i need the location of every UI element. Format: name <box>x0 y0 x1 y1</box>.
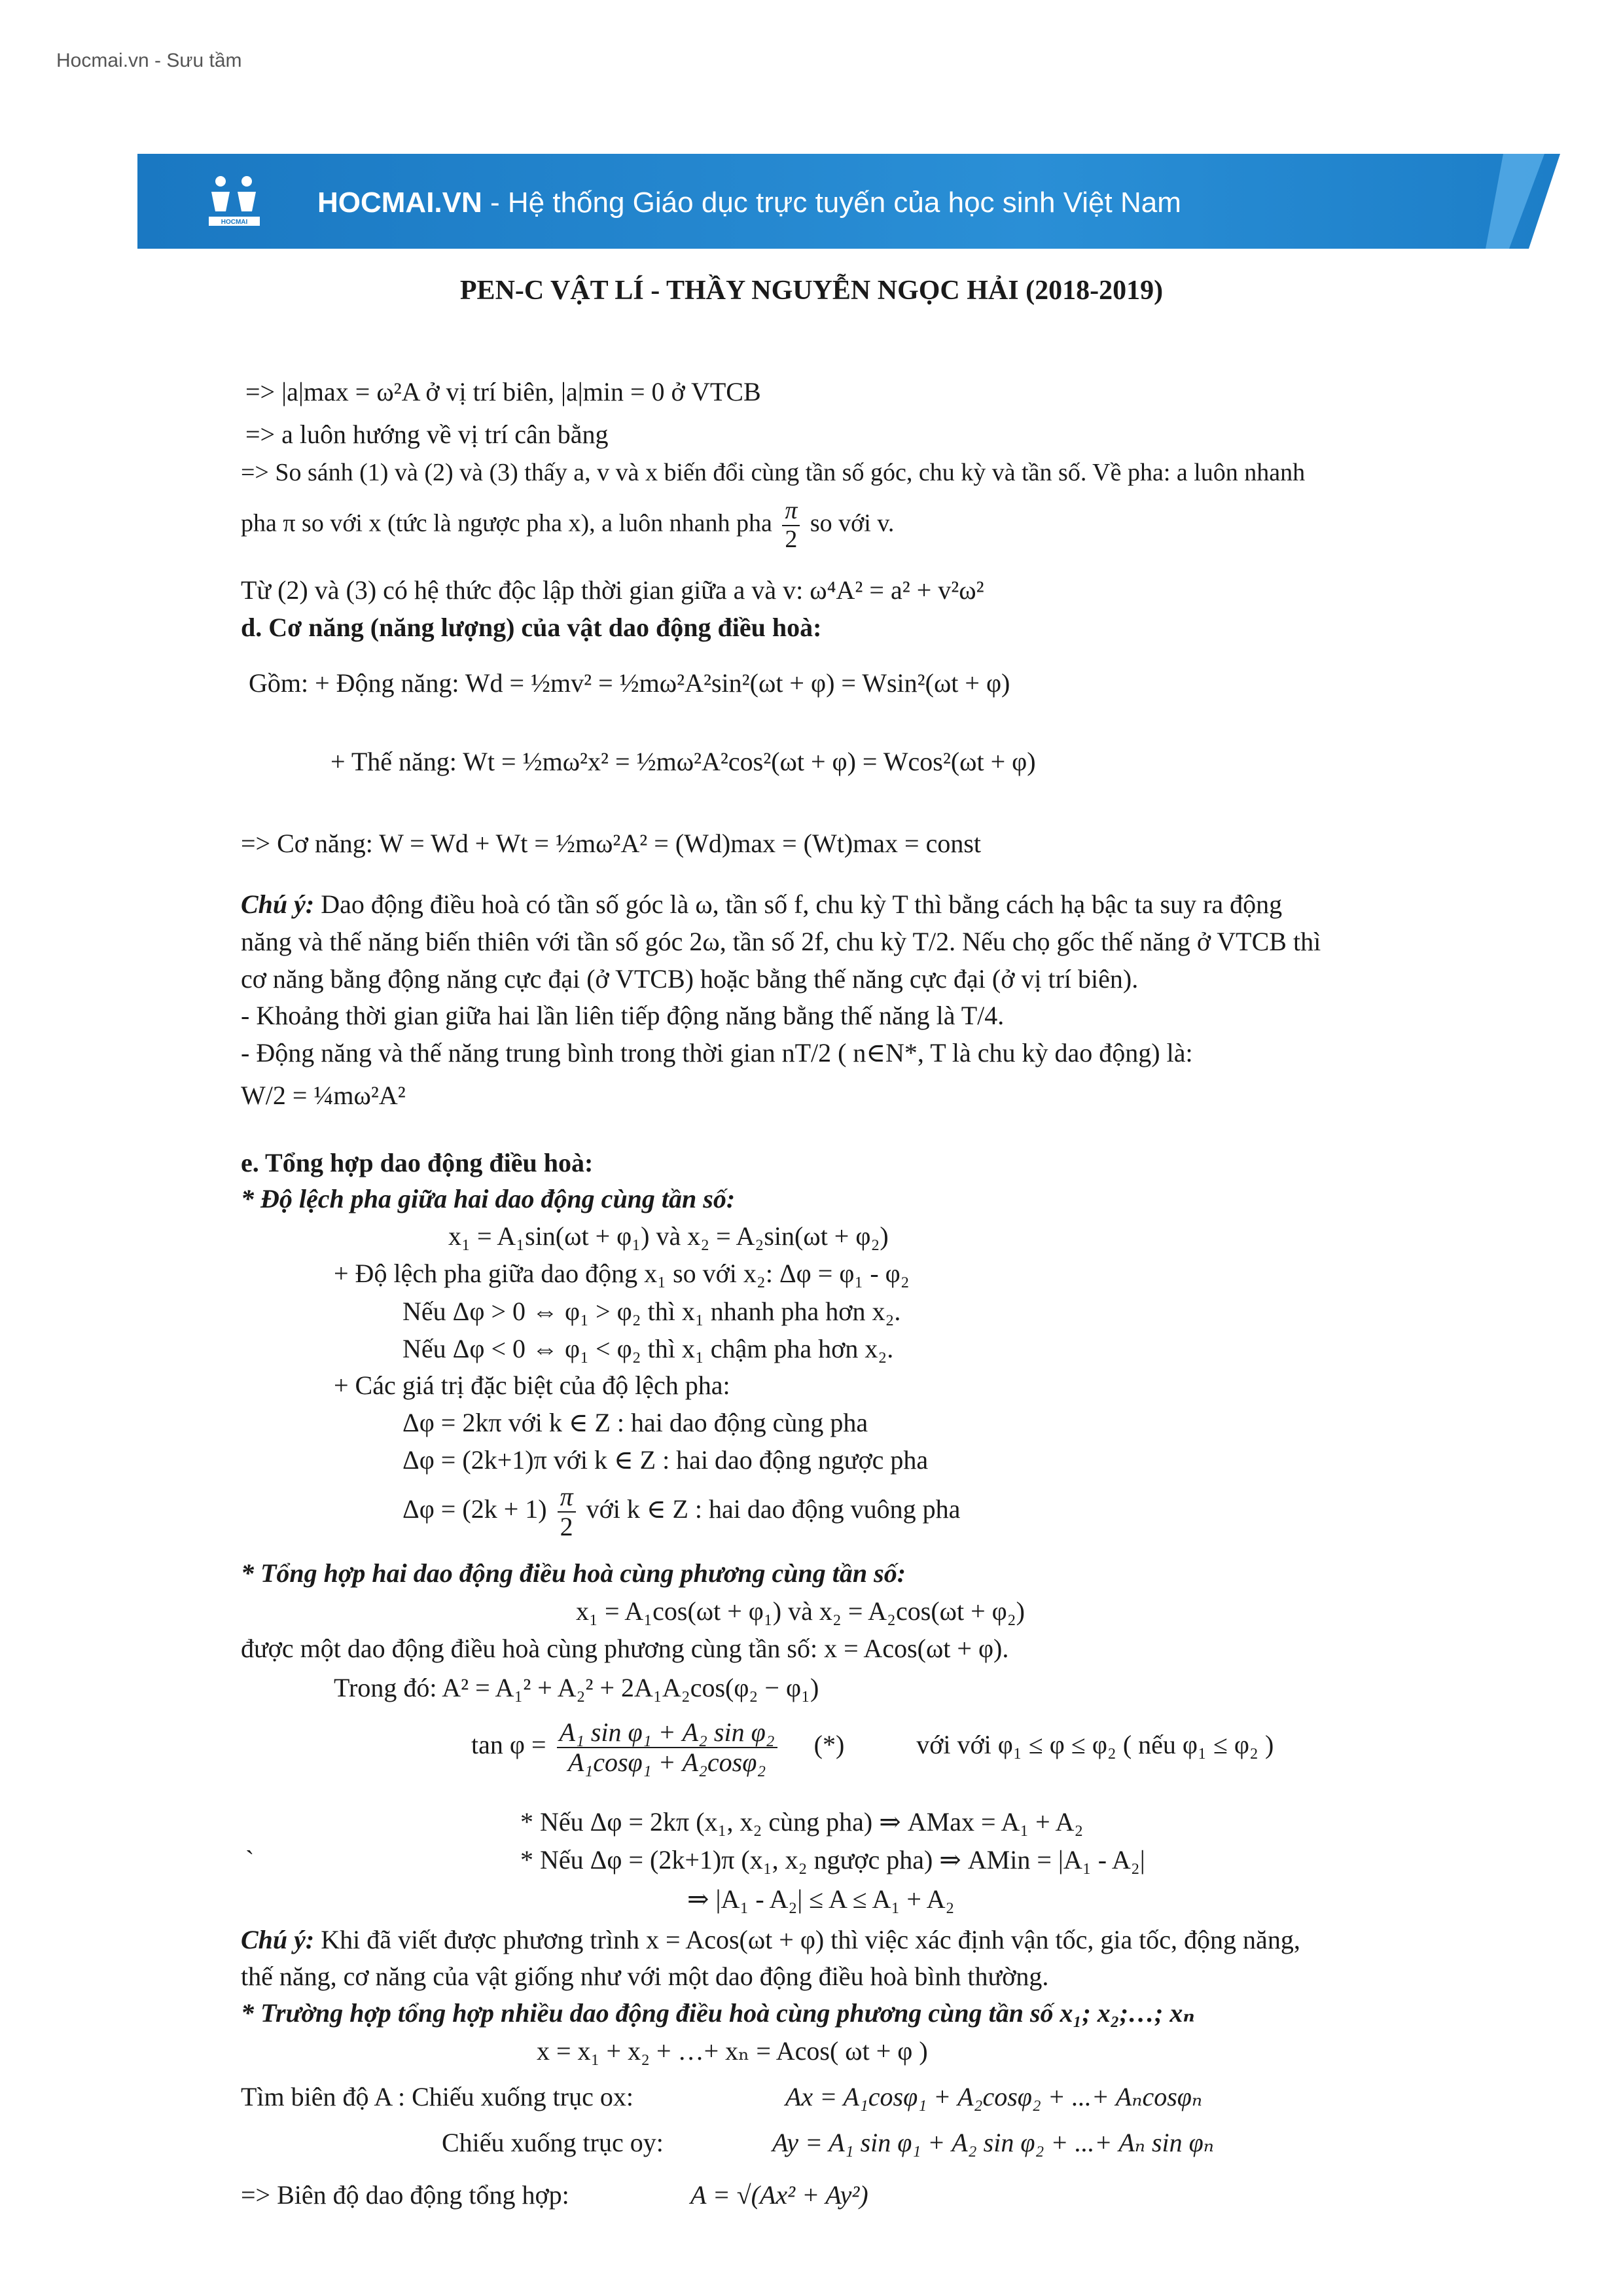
subheading: * Độ lệch pha giữa hai dao động cùng tần số: <box>241 1184 736 1213</box>
text-line: - Khoảng thời gian giữa hai lần liên tiếp động năng bằng thế năng là T/4. <box>241 1001 1005 1030</box>
formula-line: => Cơ năng: W = Wd + Wt = ½mω²A² = (Wd)max = (Wt)max = const <box>241 829 982 858</box>
header-banner <box>137 154 1623 249</box>
note-paragraph: Chú ý: Dao động điều hoà có tần số góc là ω, tần số f, chu kỳ T thì bằng cách hạ bậc ta suy ra động <box>241 889 1283 919</box>
formula-line: Ay = A₁ sin φ₁ + A₂ sin φ₂ + ...+ Aₙ sin φₙ <box>772 2128 1214 2157</box>
hocmai-logo-icon <box>206 172 265 231</box>
text-line: => Biên độ dao động tổng hợp: <box>241 2180 569 2210</box>
formula-line: Δφ = (2k + 1) $\frac{\pi}{2}$ với k ∈ Z : hai dao động vuông pha <box>402 1482 961 1541</box>
text-line: * Nếu Δφ = (2k+1)π (x₁, x₂ ngược pha) ⇒ AMin = |A₁ - A₂| <box>520 1845 1145 1874</box>
formula-line: Gồm: + Động năng: Wd = ½mv² = ½mω²A²sin²(ωt + φ) = Wsin²(ωt + φ) <box>249 668 1010 698</box>
text-line: thế năng, cơ năng của vật giống như với một dao động điều hoà bình thường. <box>241 1962 1049 1991</box>
section-heading-e: e. Tổng hợp dao động điều hoà: <box>241 1148 594 1177</box>
formula-line: x₁ = A₁sin(ωt + φ₁) và x₂ = A₂sin(ωt + φ₂) <box>448 1221 889 1251</box>
formula-line: A = √(Ax² + Ay²) <box>690 2180 868 2210</box>
text-line: => a luôn hướng về vị trí cân bằng <box>245 420 609 449</box>
section-heading-d: d. Cơ năng (năng lượng) của vật dao động điều hoà: <box>241 613 822 642</box>
text-line: cơ năng bằng động năng cực đại (ở VTCB) hoặc bằng thế năng cực đại (ở vị trí biên). <box>241 964 1139 994</box>
formula-line: W/2 = ¼mω²A² <box>241 1081 406 1110</box>
formula-line: Ax = A₁cosφ₁ + A₂cosφ₂ + ...+ Aₙcosφₙ <box>785 2082 1203 2111</box>
text-line: * Nếu Δφ = 2kπ (x₁, x₂ cùng pha) ⇒ AMax = A₁ + A₂ <box>520 1807 1084 1837</box>
text-line: + Các giá trị đặc biệt của độ lệch pha: <box>334 1371 730 1400</box>
source-label: Hocmai.vn - Sưu tầm <box>56 50 242 71</box>
text-line: Δφ = (2k+1)π với k ∈ Z : hai dao động ngược pha <box>402 1445 929 1475</box>
text-line: Δφ = 2kπ với k ∈ Z : hai dao động cùng pha <box>402 1408 868 1437</box>
text-line: Tìm biên độ A : Chiếu xuống trục ox: <box>241 2082 633 2111</box>
page-title: PEN-C VẬT LÍ - THẦY NGUYỄN NGỌC HẢI (2018-2019) <box>459 276 1164 306</box>
logo-text: HOCMAI <box>221 219 248 226</box>
text-line: pha π so với x (tức là ngược pha x), a luôn nhanh pha $\frac{\pi}{2}$ so với v. <box>241 497 895 553</box>
text-line: Chiếu xuống trục oy: <box>442 2128 664 2157</box>
text-line: => |a|max = ω²A ở vị trí biên, |a|min = 0 ở VTCB <box>245 377 761 406</box>
text-line: + Độ lệch pha giữa dao động x₁ so với x₂: Δφ = φ₁ - φ₂ <box>334 1259 910 1288</box>
text-line: Nếu Δφ > 0 ⇔ φ₁ > φ₂ thì x₁ nhanh pha hơn x₂. <box>402 1297 901 1326</box>
text-line: được một dao động điều hoà cùng phương cùng tần số: x = Acos(ωt + φ). <box>241 1634 1009 1663</box>
formula-line: Trong đó: A² = A₁² + A₂² + 2A₁A₂cos(φ₂ − φ₁) <box>334 1673 819 1702</box>
text-line: Nếu Δφ < 0 ⇔ φ₁ < φ₂ thì x₁ chậm pha hơn x₂. <box>402 1334 894 1363</box>
subheading: * Trường hợp tổng hợp nhiều dao động điều hoà cùng phương cùng tần số x₁; x₂;…; xₙ <box>241 1998 1195 2028</box>
text-line: => So sánh (1) và (2) và (3) thấy a, v và x biến đổi cùng tần số góc, chu kỳ và tần số. Về pha: a luôn nhanh <box>241 459 1306 486</box>
text-line: - Động năng và thế năng trung bình trong thời gian nT/2 ( n∈N*, T là chu kỳ dao động) là: <box>241 1038 1193 1067</box>
tick-mark: ` <box>245 1845 255 1874</box>
text-line: Từ (2) và (3) có hệ thức độc lập thời gian giữa a và v: ω⁴A² = a² + v²ω² <box>241 575 984 605</box>
formula-line: ⇒ |A₁ - A₂| ≤ A ≤ A₁ + A₂ <box>687 1884 955 1914</box>
brand-title: HOCMAI.VN - Hệ thống Giáo dục trực tuyến của học sinh Việt Nam <box>317 187 1181 219</box>
subheading: * Tổng hợp hai dao động điều hoà cùng phương cùng tần số: <box>241 1558 906 1588</box>
formula-line: x₁ = A₁cos(ωt + φ₁) và x₂ = A₂cos(ωt + φ₂) <box>576 1596 1025 1626</box>
text-line: năng và thế năng biến thiên với tần số góc 2ω, tần số 2f, chu kỳ T/2. Nếu chọ gốc thế năng ở VTCB thì <box>241 927 1321 956</box>
formula-line: + Thế năng: Wt = ½mω²x² = ½mω²A²cos²(ωt + φ) = Wcos²(ωt + φ) <box>330 747 1036 776</box>
formula-line: tan φ = $\frac{\text{A₁ sin φ₁ + A₂ sin φ₂}}{\text{A₁cosφ₁ + A₂cosφ₂}}$ (*) với với φ₁ ≤ φ ≤ φ₂ ( nếu φ₁ ≤ φ₂ ) <box>471 1717 1274 1777</box>
note-paragraph: Chú ý: Khi đã viết được phương trình x = Acos(ωt + φ) thì việc xác định vận tốc, gia tốc, động năng, <box>241 1925 1300 1954</box>
formula-line: x = x₁ + x₂ + …+ xₙ = Acos( ωt + φ ) <box>537 2036 928 2066</box>
